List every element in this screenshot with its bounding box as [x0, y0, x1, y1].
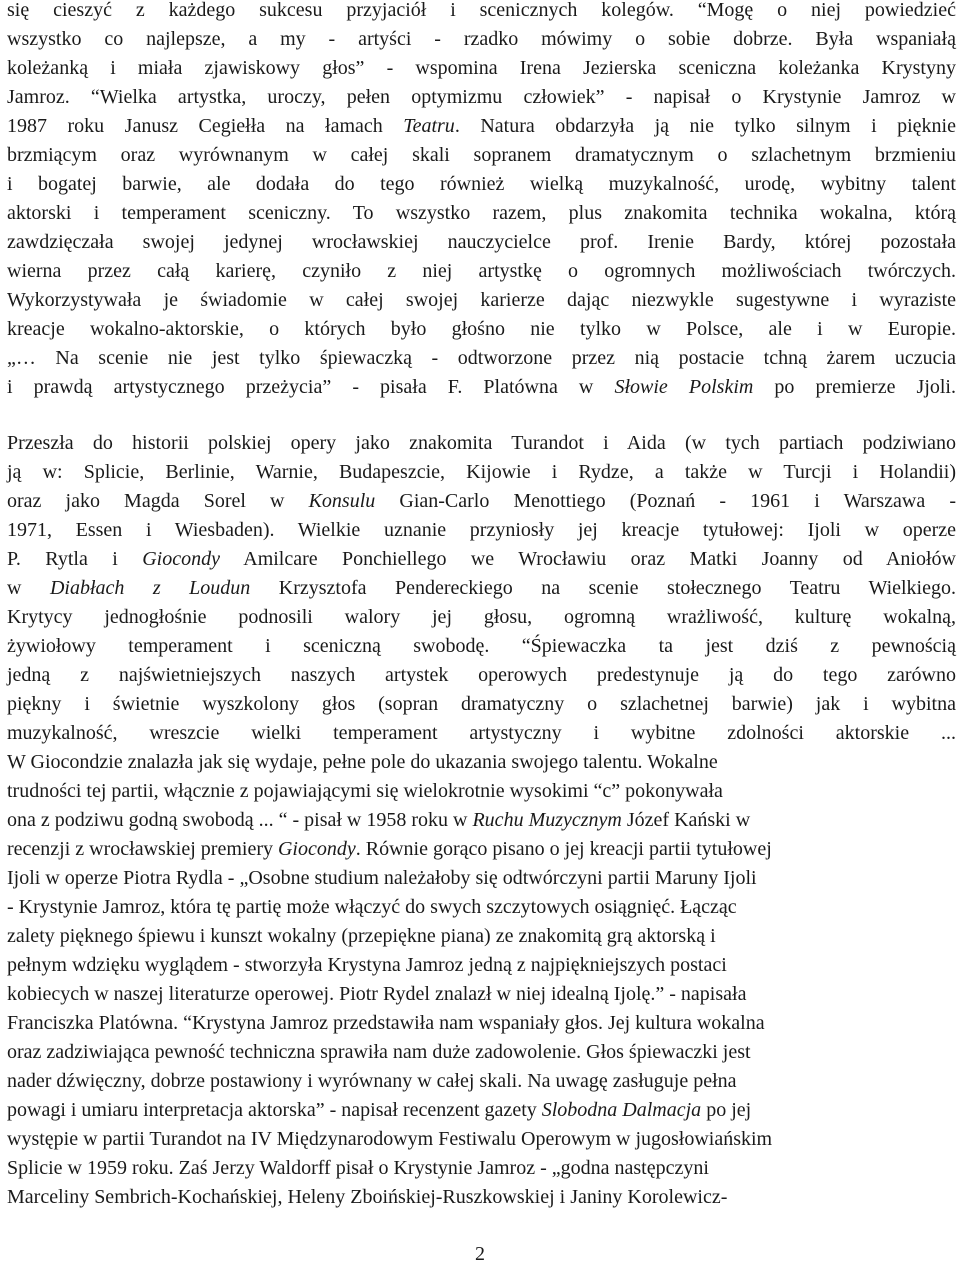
text-segment: w	[7, 577, 50, 599]
text-line	[7, 951, 956, 980]
text-line	[7, 574, 956, 603]
text-segment: zawdzięczała swojej jedynej wrocławskiej nauczycielce prof. Irenie Bardy, której pozostała	[7, 231, 956, 253]
text-line	[7, 922, 956, 951]
text-segment: po jej	[701, 1099, 752, 1121]
text-line	[7, 170, 956, 199]
text-line	[7, 632, 956, 661]
text-line	[7, 835, 956, 864]
text-line	[7, 1067, 956, 1096]
text-line	[7, 458, 956, 487]
text-segment: jedną z najświetniejszych naszych artystek operowych predestynuje ją do tego zarówno	[7, 664, 956, 686]
text-line	[7, 893, 956, 922]
text-segment: i bogatej barwie, ale dodała do tego również wielką muzykalność, urodę, wybitny talent	[7, 173, 956, 195]
italic-title: Giocondy	[277, 838, 356, 860]
text-line	[7, 257, 956, 286]
text-line	[7, 1125, 956, 1154]
italic-title: Diabłach z Loudun	[49, 577, 251, 599]
text-line	[7, 777, 956, 806]
text-segment: Amilcare Ponchiellego we Wrocławiu oraz Matki Joanny od Aniołów	[219, 548, 956, 570]
text-line	[7, 1038, 956, 1067]
text-segment: wierna przez całą karierę, czyniło z niej artystkę o ogromnych możliwościach twórczych.	[7, 260, 956, 282]
text-line	[7, 344, 956, 373]
text-segment: po premierze Jjoli.	[753, 376, 956, 398]
text-line	[7, 980, 956, 1009]
text-segment: 1971, Essen i Wiesbaden). Wielkie uznanie przyniosły jej kreacje tytułowej: Ijoli w operze	[7, 519, 956, 541]
text-line	[7, 25, 956, 54]
text-line	[7, 1154, 956, 1183]
text-line	[7, 1183, 956, 1212]
text-segment: Jamroz. “Wielka artystka, uroczy, pełen optymizmu człowiek” - napisał o Krystynie Jamroz w	[7, 86, 956, 108]
text-line	[7, 1009, 956, 1038]
text-segment: powagi i umiaru interpretacja aktorska” - napisał recenzent gazety	[7, 1099, 542, 1121]
text-segment: Józef Kański w	[621, 809, 751, 831]
text-segment: ona z podziwu godną swobodą ... “ - pisał w 1958 roku w	[7, 809, 473, 831]
text-segment: piękny i świetnie wyszkolony głos (sopran dramatyczny o szlachetnej barwie) jak i wybitna	[7, 693, 956, 715]
text-segment: Wykorzystywała je świadomie w całej swojej karierze dając niezwykle sugestywne i wyraziste	[7, 289, 956, 311]
text-line	[7, 1096, 956, 1125]
text-segment: Przeszła do historii polskiej opery jako znakomita Turandot i Aida (w tych partiach podziwiano	[7, 432, 956, 454]
text-line	[7, 429, 956, 458]
text-segment: . Równie gorąco pisano o jej kreacji partii tytułowej	[355, 838, 772, 860]
text-segment: . Natura obdarzyła ją nie tylko silnym i pięknie	[454, 115, 956, 137]
text-line	[7, 373, 956, 402]
text-segment: Marceliny Sembrich-Kochańskiej, Heleny Zboińskiej-Ruszkowskiej i Janiny Korolewicz-	[7, 1186, 728, 1208]
text-line	[7, 516, 956, 545]
text-segment: ją w: Splicie, Berlinie, Warnie, Budapeszcie, Kijowie i Rydze, a także w Turcji i Holandii)	[7, 461, 956, 483]
text-segment: zalety pięknego śpiewu i kunszt wokalny (przepiękne piana) ze znakomitą grą aktorską i	[7, 925, 716, 947]
italic-title: Konsulu	[308, 490, 376, 512]
text-line	[7, 690, 956, 719]
italic-title: Ruchu Muzycznym	[472, 809, 622, 831]
text-line	[7, 83, 956, 112]
text-segment: P. Rytla i	[7, 548, 143, 570]
text-segment: pełnym wdzięku wyglądem - stworzyła Krystyna Jamroz jedną z najpiękniejszych postaci	[7, 954, 727, 976]
text-line	[7, 719, 956, 748]
text-line	[7, 806, 956, 835]
italic-title: Słowie Polskim	[614, 376, 754, 398]
page-number: 2	[475, 1243, 485, 1265]
text-segment: W Giocondzie znalazła jak się wydaje, pełne pole do ukazania swojego talentu. Wokalne	[7, 751, 718, 773]
text-segment: koleżanką i miała zjawiskowy głos” - wspomina Irena Jezierska sceniczna koleżanka Krystyny	[7, 57, 956, 79]
text-segment: kobiecych w naszej literaturze operowej. Piotr Rydel znalazł w niej idealną Ijolę.” - napisała	[7, 983, 747, 1005]
italic-title: Slobodna Dalmacja	[541, 1099, 702, 1121]
text-segment: żywiołowy temperament i sceniczną swobodę. “Śpiewaczka ta jest dziś z pewnością	[7, 635, 956, 657]
document-page	[7, 0, 956, 1212]
text-segment: oraz zadziwiająca pewność techniczna sprawiła nam duże zadowolenie. Głos śpiewaczki jest	[7, 1041, 751, 1063]
text-segment: oraz jako Magda Sorel w	[7, 490, 309, 512]
text-line	[7, 112, 956, 141]
text-segment: trudności tej partii, włącznie z pojawiającymi się wielokrotnie wysokimi “c” pokonywała	[7, 780, 723, 802]
text-line	[7, 864, 956, 893]
text-segment: Krzysztofa Pendereckiego na scenie stołecznego Teatru Wielkiego.	[250, 577, 956, 599]
text-segment: muzykalność, wreszcie wielki temperament artystyczny i wybitne zdolności aktorskie ...	[7, 722, 956, 744]
text-line	[7, 228, 956, 257]
text-line	[7, 286, 956, 315]
italic-title: Giocondy	[142, 548, 220, 570]
paragraph-1	[7, 0, 956, 402]
text-line	[7, 0, 956, 25]
text-line	[7, 661, 956, 690]
text-line	[7, 603, 956, 632]
text-segment: wszystko co najlepsze, a my - artyści - rzadko mówimy o sobie dobrze. Była wspaniałą	[7, 28, 956, 50]
text-segment: „… Na scenie nie jest tylko śpiewaczką - odtworzone przez nią postacie tchną żarem uczucia	[7, 347, 956, 369]
text-segment: nader dźwięczny, dobrze postawiony i wyrównany w całej skali. Na uwagę zasługuje pełna	[7, 1070, 737, 1092]
text-segment: się cieszyć z każdego sukcesu przyjaciół i scenicznych kolegów. “Mogę o niej powiedzieć	[7, 0, 956, 21]
text-segment: Ijoli w operze Piotra Rydla - „Osobne studium należałoby się odtwórczyni partii Maruny Ijoli	[7, 867, 757, 889]
text-line	[7, 487, 956, 516]
paragraph-2	[7, 429, 956, 1212]
italic-title: Teatru	[403, 115, 455, 137]
text-segment: brzmiącym oraz wyrównanym w całej skali sopranem dramatycznym o szlachetnym brzmieniu	[7, 144, 956, 166]
text-line	[7, 141, 956, 170]
text-segment: kreacje wokalno-aktorskie, o których było głośno nie tylko w Polsce, ale i w Europie.	[7, 318, 956, 340]
text-segment: aktorski i temperament sceniczny. To wszystko razem, plus znakomita technika wokalna, którą	[7, 202, 956, 224]
text-segment: Krytycy jednogłośnie podnosili walory jej głosu, ogromną wrażliwość, kulturę wokalną,	[7, 606, 956, 628]
text-line	[7, 54, 956, 83]
text-segment: Gian-Carlo Menottiego (Poznań - 1961 i Warszawa -	[375, 490, 957, 512]
text-line	[7, 315, 956, 344]
text-segment: występie w partii Turandot na IV Międzynarodowym Festiwalu Operowym w jugosłowiańskim	[7, 1128, 773, 1150]
text-segment: Splicie w 1959 roku. Zaś Jerzy Waldorff pisał o Krystynie Jamroz - „godna następczyni	[7, 1157, 709, 1179]
text-segment: - Krystynie Jamroz, która tę partię może włączyć do swych szczytowych osiągnięć. Łącząc	[7, 896, 737, 918]
text-segment: i prawdą artystycznego przeżycia” - pisała F. Platówna w	[7, 376, 615, 398]
text-segment: 1987 roku Janusz Cegiełła na łamach	[7, 115, 404, 137]
text-line	[7, 545, 956, 574]
text-line	[7, 199, 956, 228]
text-segment: recenzji z wrocławskiej premiery	[7, 838, 278, 860]
text-segment: Franciszka Platówna. “Krystyna Jamroz przedstawiła nam wspaniały głos. Jej kultura wokalna	[7, 1012, 765, 1034]
text-line	[7, 748, 956, 777]
